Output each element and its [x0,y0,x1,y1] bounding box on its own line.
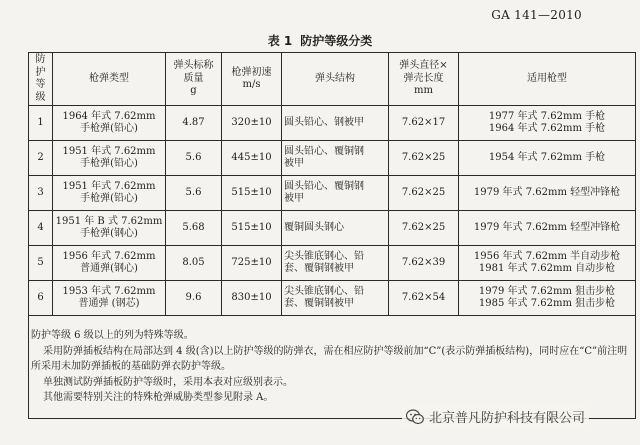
table-title [0,32,640,49]
table-row [29,176,636,211]
cell-velocity: 445±10 [222,141,282,176]
cell-velocity: 320±10 [222,106,282,141]
table-row [29,281,636,316]
note-line: 防护等级 6 级以上的列为特殊等级。 [31,330,194,342]
cell-guns: 1979 年式 7.62mm 轻型冲锋枪 [459,211,636,246]
cell-caliber: 7.62×17 [389,106,459,141]
cell-guns: 1977 年式 7.62mm 手枪 1964 年式 7.62mm 手枪 [459,106,636,141]
cell-velocity: 725±10 [222,246,282,281]
cell-level: 5 [29,246,53,281]
cell-ammo: 1964 年式 7.62mm 手枪弹(铅心) [53,106,166,141]
cell-level: 2 [29,141,53,176]
cell-structure: 尖头锥底钢心、铅 套、覆铜钢被甲 [282,246,389,281]
cell-structure: 圆头铅心、钢被甲 [282,106,389,141]
cell-level: 3 [29,176,53,211]
cell-structure: 尖头锥底钢心、铅 套、覆铜钢被甲 [282,281,389,316]
cell-guns: 1954 年式 7.62mm 手枪 [459,141,636,176]
note-line: 其他需要特别关注的特殊枪弹威胁类型参见附录 A。 [43,392,274,404]
cell-structure: 圆头铅心、覆铜钢 被甲 [282,176,389,211]
cell-caliber: 7.62×25 [389,176,459,211]
cell-mass: 5.6 [166,141,222,176]
notes-row [29,316,636,419]
cell-structure: 圆头铅心、覆铜钢 被甲 [282,141,389,176]
cell-velocity: 515±10 [222,211,282,246]
cell-mass: 5.68 [166,211,222,246]
table-title-text: 防护等级分类 [300,34,373,48]
cell-level: 4 [29,211,53,246]
cell-mass: 4.87 [166,106,222,141]
cell-guns: 1979 年式 7.62mm 狙击步枪 1985 年式 7.62mm 狙击步枪 [459,281,636,316]
column-header-guns: 适用枪型 [459,53,636,106]
table-number: 表 1 [267,34,293,48]
wechat-icon [406,409,424,425]
cell-caliber: 7.62×54 [389,281,459,316]
watermark [402,406,589,427]
cell-level: 6 [29,281,53,316]
note-line: 单独测试防弹插板防护等级时，采用本表对应级别表示。 [43,376,293,388]
standard-code: GA 141—2010 [491,8,582,22]
cell-guns: 1979 年式 7.62mm 轻型冲锋枪 [459,176,636,211]
table-row [29,211,636,246]
cell-ammo: 1951 年式 7.62mm 手枪弹(铅心) [53,141,166,176]
column-header-velocity: 枪弹初速 m/s [222,53,282,106]
cell-caliber: 7.62×25 [389,211,459,246]
watermark-text: 北京普凡防护科技有限公司 [429,411,586,426]
cell-ammo: 1953 年式 7.62mm 普通弹 (钢芯) [53,281,166,316]
column-header-caliber: 弹头直径× 弹壳长度 mm [389,53,459,106]
cell-caliber: 7.62×39 [389,246,459,281]
table-notes [29,316,636,419]
column-header-mass: 弹头标称 质量 g [166,53,222,106]
cell-level: 1 [29,106,53,141]
column-header-level: 防护 等级 [29,53,53,106]
cell-ammo: 1951 年 B 式 7.62mm 手枪弹(钢心) [53,211,166,246]
cell-mass: 5.6 [166,176,222,211]
cell-ammo: 1956 年式 7.62mm 普通弹(钢心) [53,246,166,281]
table-header-row [29,53,636,106]
table-row [29,106,636,141]
cell-ammo: 1951 年式 7.62mm 手枪弹(铅心) [53,176,166,211]
cell-mass: 8.05 [166,246,222,281]
protection-level-table [28,52,636,419]
cell-structure: 覆铜圆头钢心 [282,211,389,246]
column-header-structure: 弹头结构 [282,53,389,106]
cell-caliber: 7.62×25 [389,141,459,176]
cell-mass: 9.6 [166,281,222,316]
table-row [29,246,636,281]
cell-guns: 1956 年式 7.62mm 半自动步枪 1981 年式 7.62mm 自动步枪 [459,246,636,281]
cell-velocity: 515±10 [222,176,282,211]
note-line: 采用防弹插板结构在局部达到 4 级(含)以上防护等级的防弹衣，需在相应防护等级前加“C”(表示防弹插板结构)，同时应在“C”前注明所采用未加防弹插板的基础防弹衣防护等级。 [31,345,628,373]
cell-velocity: 830±10 [222,281,282,316]
table-row [29,141,636,176]
column-header-ammo: 枪弹类型 [53,53,166,106]
